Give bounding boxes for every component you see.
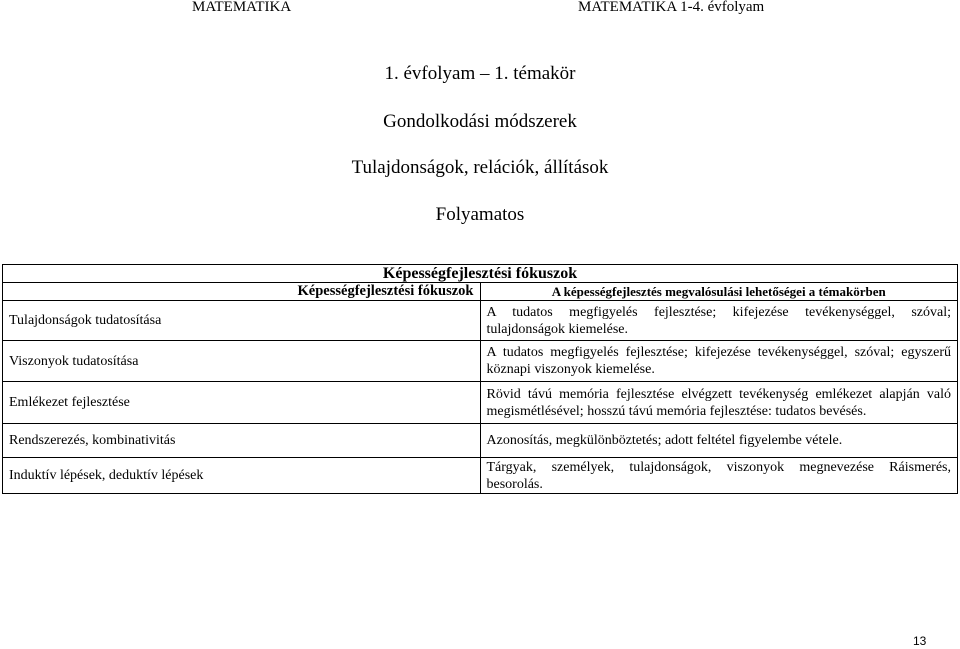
subtopic-title: Tulajdonságok, relációk, állítások [351, 157, 609, 178]
description-cell: Tárgyak, személyek, tulajdonságok, viszonyok megnevezése Ráismerés, besorolás. [480, 458, 958, 494]
table-row [3, 301, 958, 341]
header-subject-grade: MATEMATIKA 1-4. évfolyam [578, 0, 765, 15]
topic-title: Gondolkodási módszerek [383, 111, 577, 132]
focus-cell: Rendszerezés, kombinativitás [3, 424, 481, 458]
grade-title: 1. évfolyam – 1. témakör [384, 63, 576, 84]
table-row [3, 341, 958, 382]
description-cell: A tudatos megfigyelés fejlesztése; kifejezése tevékenységgel, szóval; tulajdonságok kiemelése. [480, 301, 958, 341]
description-cell: Azonosítás, megkülönböztetés; adott feltétel figyelembe vétele. [480, 424, 958, 458]
focus-cell: Emlékezet fejlesztése [3, 382, 481, 424]
mode-title: Folyamatos [435, 204, 525, 225]
description-cell: A tudatos megfigyelés fejlesztése; kifejezése tevékenységgel, szóval; egyszerű köznapi viszonyok kiemelése. [480, 341, 958, 382]
table-row [3, 382, 958, 424]
table-row [3, 458, 958, 494]
header-focus: Képességfejlesztési fókuszok [3, 283, 481, 301]
focus-cell: Viszonyok tudatosítása [3, 341, 481, 382]
header-subject: MATEMATIKA [192, 0, 292, 15]
focus-cell: Tulajdonságok tudatosítása [3, 301, 481, 341]
table-row [3, 424, 958, 458]
table-header-row [3, 283, 958, 301]
page-number: 13 [913, 634, 927, 648]
focus-cell: Induktív lépések, deduktív lépések [3, 458, 481, 494]
header-possibilities: A képességfejlesztés megvalósulási lehetőségei a témakörben [480, 283, 958, 301]
table-caption: Képességfejlesztési fókuszok [3, 265, 958, 283]
table-caption-row [3, 265, 958, 283]
description-cell: Rövid távú memória fejlesztése elvégzett tevékenység emlékezet alapján való megismétlésével; hosszú távú memória fejlesztése: tudatos bevésés. [480, 382, 958, 424]
focus-table [2, 264, 958, 494]
